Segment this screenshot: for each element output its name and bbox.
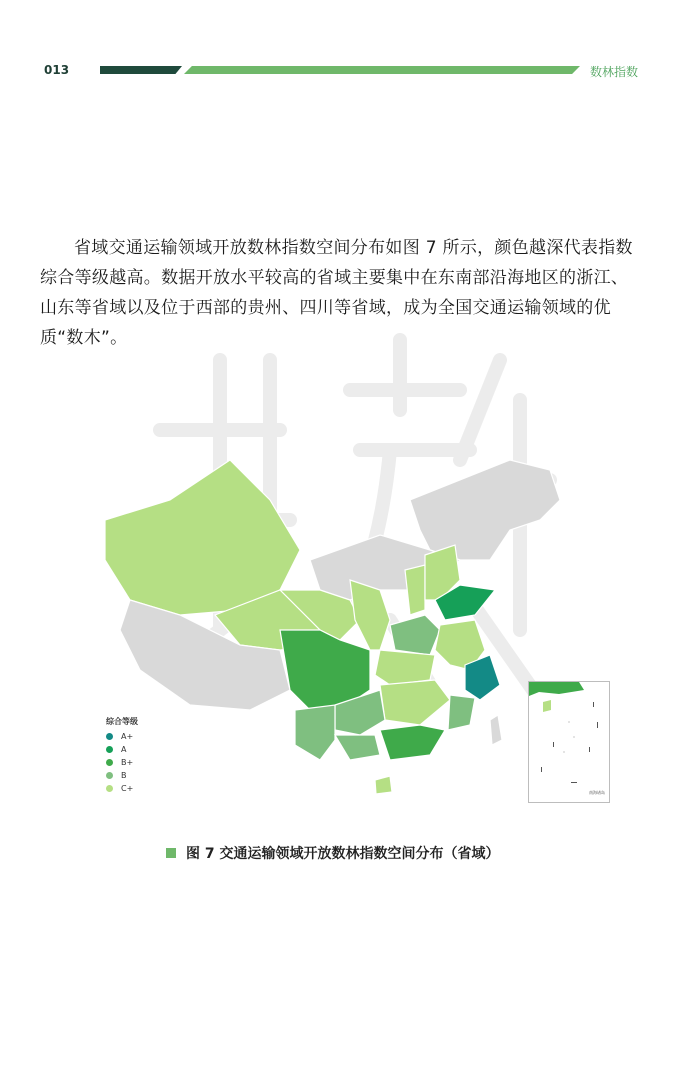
legend-swatch [106,746,113,753]
legend-swatch [106,759,113,766]
header-bar-dark [100,66,182,74]
map-region-northeast [410,460,560,560]
inset-coast [529,682,584,696]
caption-square-icon [166,848,176,858]
inset-hainan [543,700,551,712]
legend-title: 综合等级 [106,717,138,726]
map-region-hainan [375,776,392,794]
legend-swatch [106,785,113,792]
header-bar [100,66,580,74]
south-china-sea-inset [528,681,610,803]
map-region-guangxi [335,735,380,760]
legend-label: B+ [121,758,134,767]
body-paragraph: 省域交通运输领域开放数林指数空间分布如图 7 所示，颜色越深代表指数综合等级越高。数据开放水平较高的省域主要集中在东南部沿海地区的浙江、山东等省域以及位于西部的贵州、四川等省域，成为全国交通运输领域的优质“数木”。 [40,238,633,348]
map-region-jiangxi-hunan [380,680,450,725]
inset-map [529,682,609,802]
map-region-hubei [375,650,435,685]
legend-swatch [106,733,113,740]
page-number: 013 [44,63,70,77]
map-region-xinjiang [105,460,300,615]
legend-label: A+ [121,732,134,741]
legend-swatch [106,772,113,779]
legend-label: C+ [121,784,134,793]
legend-item-b-plus [106,756,138,769]
caption-text: 图 7 交通运输领域开放数林指数空间分布（省域） [186,846,500,862]
legend-item-c-plus [106,782,138,795]
map-region-taiwan [490,715,502,745]
legend-item-b [106,769,138,782]
legend-label: B [121,771,127,780]
figure-caption [166,843,500,863]
map-legend [106,716,138,795]
map-region-henan [390,615,440,655]
map-region-guangdong [380,725,445,760]
map-region-shanxi [405,565,425,615]
brand-label: 数林指数 [590,65,639,79]
map-region-yunnan [295,705,335,760]
map-region-fujian [448,695,475,730]
legend-item-a-plus [106,730,138,743]
inset-label: 南海诸岛 [589,790,605,795]
legend-label: A [121,745,127,754]
header-bar-green [184,66,580,74]
legend-item-a [106,743,138,756]
